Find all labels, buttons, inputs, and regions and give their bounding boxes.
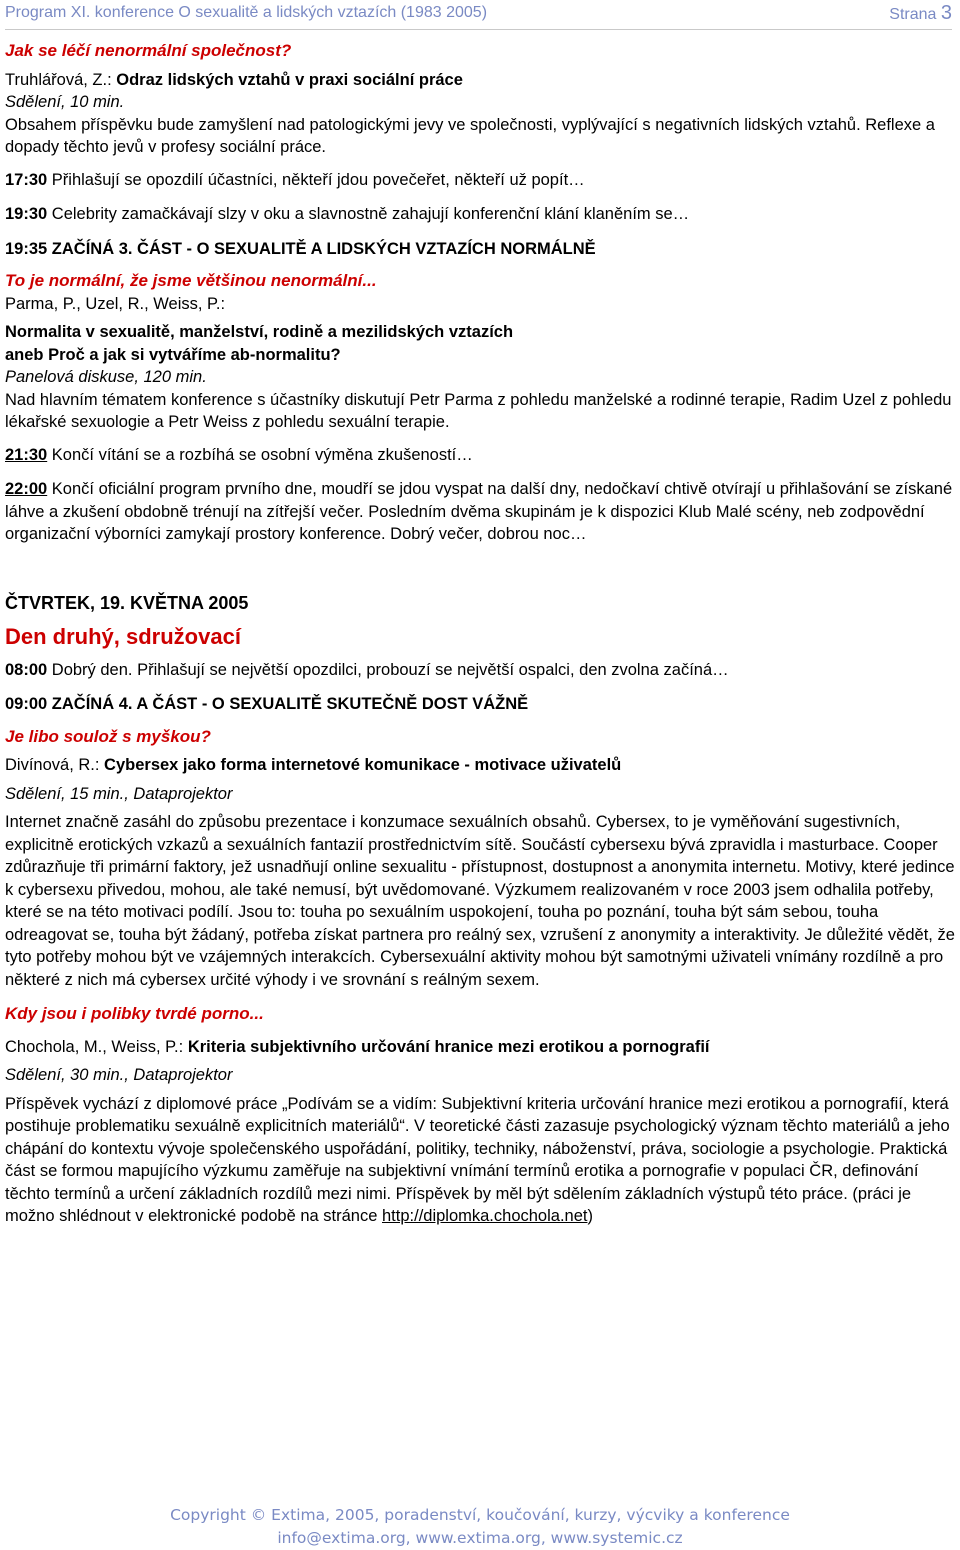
header-rule xyxy=(5,29,952,30)
schedule-entry: 19:30 Celebrity zamačkávají slzy v oku a slavnostně zahajují konferenční klání klaněním se… xyxy=(5,205,690,223)
talk-meta: Panelová diskuse, 120 min. xyxy=(5,368,207,386)
talk-title: Normalita v sexualitě, manželství, rodině a mezilidských vztazích xyxy=(5,323,514,341)
talk-description: Nad hlavním tématem konference s účastníky diskutují Petr Parma z pohledu manželské a rodinné terapie, Radim Uzel z pohledu lékařské sexuologie a Petr Weiss z pohledu sexuální terapie. xyxy=(5,390,952,431)
part-heading: 09:00 ZAČÍNÁ 4. A ČÁST - O SEXUALITĚ SKUTEČNĚ DOST VÁŽNĚ xyxy=(5,695,529,713)
section-question: Je libo soulož s myškou? xyxy=(5,726,211,746)
schedule-entry: 17:30 Přihlašují se opozdilí účastníci, někteří jdou povečeřet, někteří už popít… xyxy=(5,170,585,189)
schedule-entry: 22:00 Končí oficiální program prvního dne, moudří se jdou vyspat na další dny, nedočkaví chtivě otvírají u přihlašování se získané láhve a zkušení obdobně trénují na zítřejší večer. Posledním dvěma skupinám je k dispozici Klub Malé scény, neb zodpovědní organizační výborníci zamykají prostory konference. Dobrý večer, dobrou noc… xyxy=(5,480,953,543)
footer-copyright: Copyright © Extima, 2005, poradenství, koučování, kurzy, výcviky a konference xyxy=(170,1506,790,1524)
talk-description: Příspěvek vychází z diplomové práce „Podívám se a vidím: Subjektivní kriteria určování hranice mezi erotikou a pornografií, která postihuje problematiku sexuálně explicitních materiálů“. V teoretické části zazasuje psychologický význam těchto materiálů a jeho chápání do kontextu vývoje společenského uspořádání, politiky, techniky, náboženství, práva, sociologie a psychologie. Praktická část se formou mapujícího výzkumu zaměřuje na subjektivní vnímání termínů erotika a pornografie v populaci ČR, definování těchto termínů a určení základních rozdílů mezi nimi. Příspěvek by měl být sdělením základních výstupů této práce. (práci je možno shlédnout v elektronické podobě na stránce http://diplomka.chochola.net) xyxy=(5,1094,950,1225)
talk-heading: Truhlářová, Z.: Odraz lidských vztahů v praxi sociální práce xyxy=(5,70,463,89)
section-question: To je normální, že jsme většinou nenormální... xyxy=(5,271,377,290)
program-content xyxy=(5,40,960,1228)
talk-description: Internet značně zasáhl do způsobu prezentace i konzumace sexuálních obsahů. Cybersex, to je vyměňování sugestivních, explicitně erotických vzkazů a sexuálních fantazií prostřednictvím sítě. Součástí cybersexu bývá zpravidla i masturbace. Cooper zdůrazňuje tři primární faktory, jež usnadňují online sexualitu - přístupnost, dostupnost a anonymita internetu. Motivy, které jedince k cybersexu přivedou, mohou, ale také nemusí, být uvědomované. Výzkumem realizovaném v roce 2003 jsem odhalila potřeby, které se na této motivaci podílí. Jsou to: touha po sexuálním uspokojení, touha po poznání, touha být sám sebou, touha odreagovat se, touha být žádaný, potřeba získat partnera pro reálný sex, vzrušení z anonymity a interaktivity. Je důležité vědět, že tyto potřeby mohou být ve vzájemných interakcích. Cybersexuální aktivity mohou být samotnými uživateli vnímány rozdílně a pro některé z nich má cybersex určité výhody i ve srovnání s reálným sexem. xyxy=(5,813,955,989)
section-question: Kdy jsou i polibky tvrdé porno... xyxy=(5,1004,264,1023)
talk-authors: Parma, P., Uzel, R., Weiss, P.: xyxy=(5,294,226,313)
talk-heading: Chochola, M., Weiss, P.: Kriteria subjektivního určování hranice mezi erotikou a pornografií xyxy=(5,1037,710,1056)
footer-contacts: info@extima.org, www.extima.org, www.systemic.cz xyxy=(277,1529,683,1547)
diplomka-link[interactable]: http://diplomka.chochola.net xyxy=(382,1207,588,1225)
talk-meta: Sdělení, 30 min., Dataprojektor xyxy=(5,1066,233,1084)
page-footer xyxy=(0,1504,960,1550)
page-header xyxy=(5,2,952,26)
page-number: Strana 3 xyxy=(889,2,952,24)
day-subtitle: Den druhý, sdružovací xyxy=(5,624,241,649)
talk-meta: Sdělení, 10 min. xyxy=(5,93,125,111)
talk-heading: Divínová, R.: Cybersex jako forma internetové komunikace - motivace uživatelů xyxy=(5,756,622,774)
talk-title: aneb Proč a jak si vytváříme ab-normalitu? xyxy=(5,345,341,364)
talk-meta: Sdělení, 15 min., Dataprojektor xyxy=(5,784,233,803)
section-question: Jak se léčí nenormální společnost? xyxy=(5,41,292,60)
schedule-entry: 08:00 Dobrý den. Přihlašují se největší opozdilci, probouzí se největší ospalci, den zvolna začíná… xyxy=(5,660,729,679)
talk-description: Obsahem příspěvku bude zamyšlení nad patologickými jevy ve společnosti, vyplývající s negativních lidských vztahů. Reflexe a dopady těchto jevů v profesy sociální práce. xyxy=(5,115,935,156)
schedule-entry: 21:30 Končí vítání se a rozbíhá se osobní výměna zkušeností… xyxy=(5,445,473,464)
day-heading: ČTVRTEK, 19. KVĚTNA 2005 xyxy=(5,592,249,613)
part-heading: 19:35 ZAČÍNÁ 3. ČÁST - O SEXUALITĚ A LIDSKÝCH VZTAZÍCH NORMÁLNĚ xyxy=(5,239,596,258)
header-title: Program XI. konference O sexualitě a lidských vztazích (1983 2005) xyxy=(5,4,488,21)
